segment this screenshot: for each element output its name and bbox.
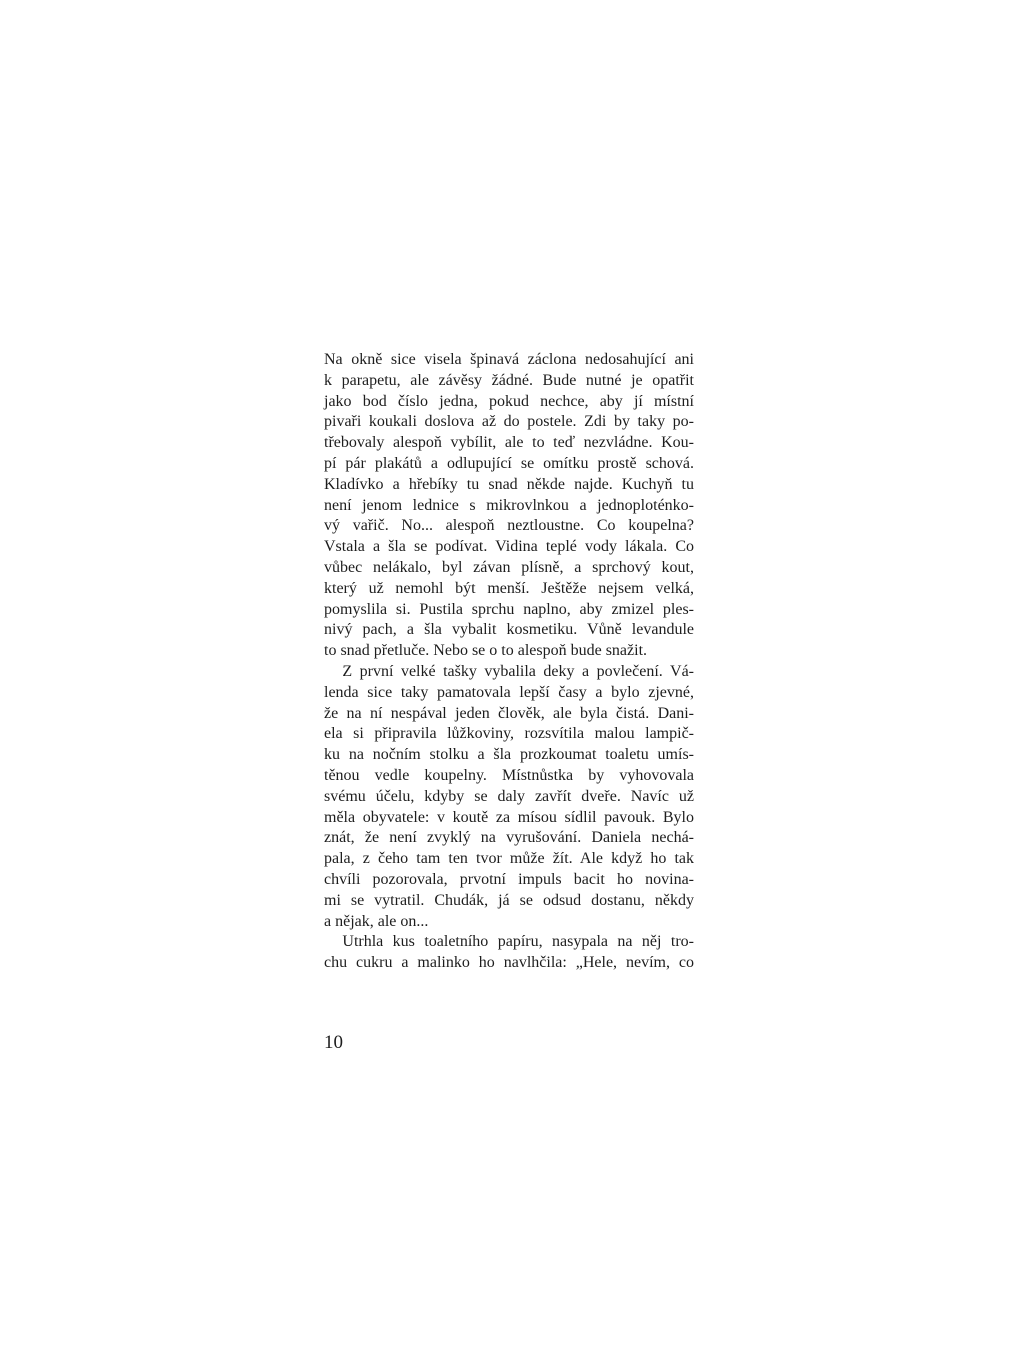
text-line: to snad přetluče. Nebo se o to alespoň bude snažit. xyxy=(324,642,648,660)
text-line: není jenom lednice s mikrovlnkou a jednoploténko- xyxy=(324,496,694,514)
page-number: 10 xyxy=(324,1032,343,1053)
text-line: mi se vytratil. Chudák, já se odsud dostanu, někdy xyxy=(324,891,694,909)
text-line: pomyslila si. Pustila sprchu naplno, aby zmizel ples- xyxy=(324,600,694,618)
body-text xyxy=(324,350,694,974)
text-line: pí pár plakátů a odlupující se omítku prostě schová. xyxy=(324,454,694,472)
text-line: znát, že není zvyklý na vyrušování. Daniela nechá- xyxy=(324,829,694,847)
text-line: pivaři koukali doslova až do postele. Zdi by taky po- xyxy=(324,413,694,431)
text-line: vůbec nelákalo, byl závan plísně, a sprchový kout, xyxy=(324,558,694,576)
paragraph xyxy=(324,350,694,662)
paragraph xyxy=(324,932,694,974)
text-line: měla obyvatele: v koutě za mísou sídlil pavouk. Bylo xyxy=(324,808,694,826)
text-line: vý vařič. No... alespoň neztloustne. Co koupelna? xyxy=(324,517,694,535)
text-line: nivý pach, a šla vybalit kosmetiku. Vůně levandule xyxy=(324,621,694,639)
text-line: chu cukru a malinko ho navlhčila: „Hele, nevím, co xyxy=(324,954,694,972)
text-line: že na ní nespával jeden člověk, ale byla čistá. Dani- xyxy=(324,704,694,722)
text-line: ku na nočním stolku a šla prozkoumat toaletu umís- xyxy=(324,746,694,764)
text-line: třebovaly alespoň vybílit, ale to teď nezvládne. Kou- xyxy=(324,434,694,452)
text-line: chvíli pozorovala, prvotní impuls bacit ho novina- xyxy=(324,870,694,888)
text-line: pala, z čeho tam ten tvor může žít. Ale když ho tak xyxy=(324,850,694,868)
text-line: Z první velké tašky vybalila deky a povlečení. Vá- xyxy=(342,662,694,680)
text-line: k parapetu, ale závěsy žádné. Bude nutné je opatřit xyxy=(324,371,694,389)
text-line: Vstala a šla se podívat. Vidina teplé vody lákala. Co xyxy=(324,538,694,556)
text-line: který už nemohl být menší. Ještěže nejsem velká, xyxy=(324,579,694,597)
text-line: a nějak, ale on... xyxy=(324,912,429,930)
text-line: svému účelu, kdyby se daly zavřít dveře. Navíc už xyxy=(324,787,694,805)
text-line: Utrhla kus toaletního papíru, nasypala na něj tro- xyxy=(342,933,694,951)
text-line: lenda sice taky pamatovala lepší časy a bylo zjevné, xyxy=(324,683,694,701)
paragraph xyxy=(324,662,694,932)
text-line: ela si připravila lůžkoviny, rozsvítila malou lampič- xyxy=(324,725,694,743)
text-line: Na okně sice visela špinavá záclona nedosahující ani xyxy=(324,351,694,368)
text-line: těnou vedle koupelny. Místnůstka by vyhovovala xyxy=(324,766,694,784)
text-line: jako bod číslo jedna, pokud nechce, aby jí místní xyxy=(324,392,694,410)
text-line: Kladívko a hřebíky tu snad někde najde. Kuchyň tu xyxy=(324,475,694,493)
